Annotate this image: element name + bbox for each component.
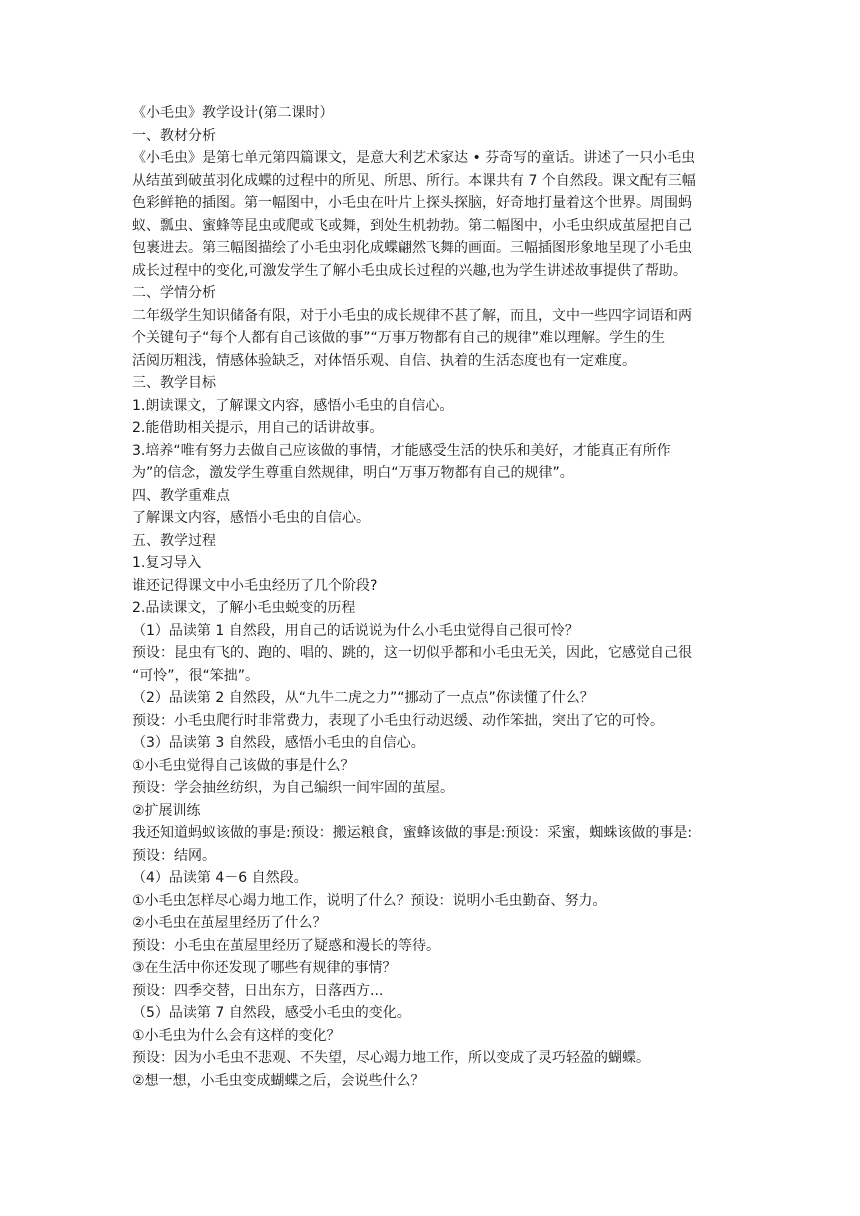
- text-line: （3）品读第 3 自然段，感悟小毛虫的自信心。: [132, 735, 425, 751]
- text-line: ②小毛虫在茧屋里经历了什么？: [132, 915, 327, 931]
- text-line: 色彩鲜艳的插图。第一幅图中，小毛虫在叶片上探头探脑，好奇地打量着这个世界。周围蚂: [132, 195, 692, 211]
- text-line: 预设：小毛虫在茧屋里经历了疑惑和漫长的等待。: [132, 937, 440, 954]
- document-body: [132, 102, 732, 1092]
- text-line: ①小毛虫为什么会有这样的变化？: [132, 1027, 341, 1044]
- text-line: （4）品读第 4－6 自然段。: [132, 870, 308, 886]
- text-line: （5）品读第 7 自然段，感受小毛虫的变化。: [132, 1005, 411, 1021]
- text-line: 预设：四季交替，日出东方，日落西方...: [132, 982, 384, 999]
- text-line: 包裹进去。第三幅图描绘了小毛虫羽化成蝶翩然飞舞的画面。三幅插图形象地呈现了小毛虫: [132, 240, 692, 256]
- text-line: 为”的信念，激发学生尊重自然规律，明白“万事万物都有自己的规律”。: [132, 465, 574, 481]
- text-line: ①小毛虫觉得自己该做的事是什么？: [132, 757, 355, 774]
- text-line: 成长过程中的变化,可激发学生了解小毛虫成长过程的兴趣,也为学生讲述故事提供了帮助。: [132, 262, 687, 279]
- document-title: 《小毛虫》教学设计(第二课时）: [132, 105, 334, 121]
- text-line: 四、教学重难点: [132, 487, 230, 504]
- text-line: 蚁、瓢虫、蜜蜂等昆虫或爬或飞或舞，到处生机勃勃。第二幅图中，小毛虫织成茧屋把自己: [132, 217, 692, 234]
- text-line: ③在生活中你还发现了哪些有规律的事情？: [132, 960, 397, 976]
- text-line: 活阅历粗浅，情感体验缺乏，对体悟乐观、自信、执着的生活态度也有一定难度。: [132, 352, 636, 369]
- text-line: 二、学情分析: [132, 285, 216, 301]
- text-line: 三、教学目标: [132, 375, 216, 391]
- text-line: 1.朗读课文，了解课文内容，感悟小毛虫的自信心。: [132, 397, 454, 414]
- text-line: 五、教学过程: [132, 532, 216, 549]
- text-line: 我还知道蚂蚁该做的事是:预设：搬运粮食，蜜蜂该做的事是:预设：采蜜，蜘蛛该做的事是:: [132, 825, 693, 841]
- text-line: 二年级学生知识储备有限，对于小毛虫的成长规律不甚了解，而且，文中一些四字词语和两: [132, 307, 692, 324]
- text-line: 预设：小毛虫爬行时非常费力，表现了小毛虫行动迟缓、动作笨拙，突出了它的可怜。: [132, 712, 664, 729]
- text-line: 2.品读课文，了解小毛虫蜕变的历程: [132, 600, 356, 616]
- text-line: 预设：结网。: [132, 847, 216, 864]
- text-line: （2）品读第 2 自然段，从“九牛二虎之力”“挪动了一点点”你读懂了什么？: [132, 690, 594, 706]
- text-line: “可怜”，很“笨拙”。: [132, 667, 260, 684]
- text-line: 预设：昆虫有飞的、跑的、唱的、跳的，这一切似乎都和小毛虫无关，因此，它感觉自己很: [132, 645, 692, 661]
- text-line: 1.复习导入: [132, 555, 202, 571]
- text-line: 预设：因为小毛虫不悲观、不失望，尽心竭力地工作，所以变成了灵巧轻盈的蝴蝶。: [132, 1050, 650, 1066]
- text-line: ②想一想，小毛虫变成蝴蝶之后，会说些什么？: [132, 1072, 425, 1089]
- text-line: 2.能借助相关提示，用自己的话讲故事。: [132, 420, 384, 436]
- text-line: 了解课文内容，感悟小毛虫的自信心。: [132, 510, 370, 526]
- text-line: ②扩展训练: [132, 802, 201, 819]
- text-line: 谁还记得课文中小毛虫经历了几个阶段?: [132, 577, 378, 594]
- text-line: 从结茧到破茧羽化成蝶的过程中的所见、所思、所行。本课共有 7 个自然段。课文配有三幅: [132, 172, 696, 189]
- text-line: 3.培养“唯有努力去做自己应该做的事情，才能感受生活的快乐和美好，才能真正有所作: [132, 442, 671, 459]
- text-line: 《小毛虫》是第七单元第四篇课文，是意大利艺术家达 • 芬奇写的童话。讲述了一只小毛虫: [132, 150, 696, 166]
- text-line: （1）品读第 1 自然段，用自己的话说说为什么小毛虫觉得自己很可怜？: [132, 622, 579, 639]
- text-line: 预设：学会抽丝纺织，为自己编织一间牢固的茧屋。: [132, 780, 454, 796]
- text-line: 个关键句子“每个人都有自己该做的事”“万事万物都有自己的规律”难以理解。学生的生: [132, 330, 666, 346]
- text-line: 一、教材分析: [132, 127, 216, 144]
- text-line: ①小毛虫怎样尽心竭力地工作，说明了什么？预设：说明小毛虫勤奋、努力。: [132, 892, 607, 909]
